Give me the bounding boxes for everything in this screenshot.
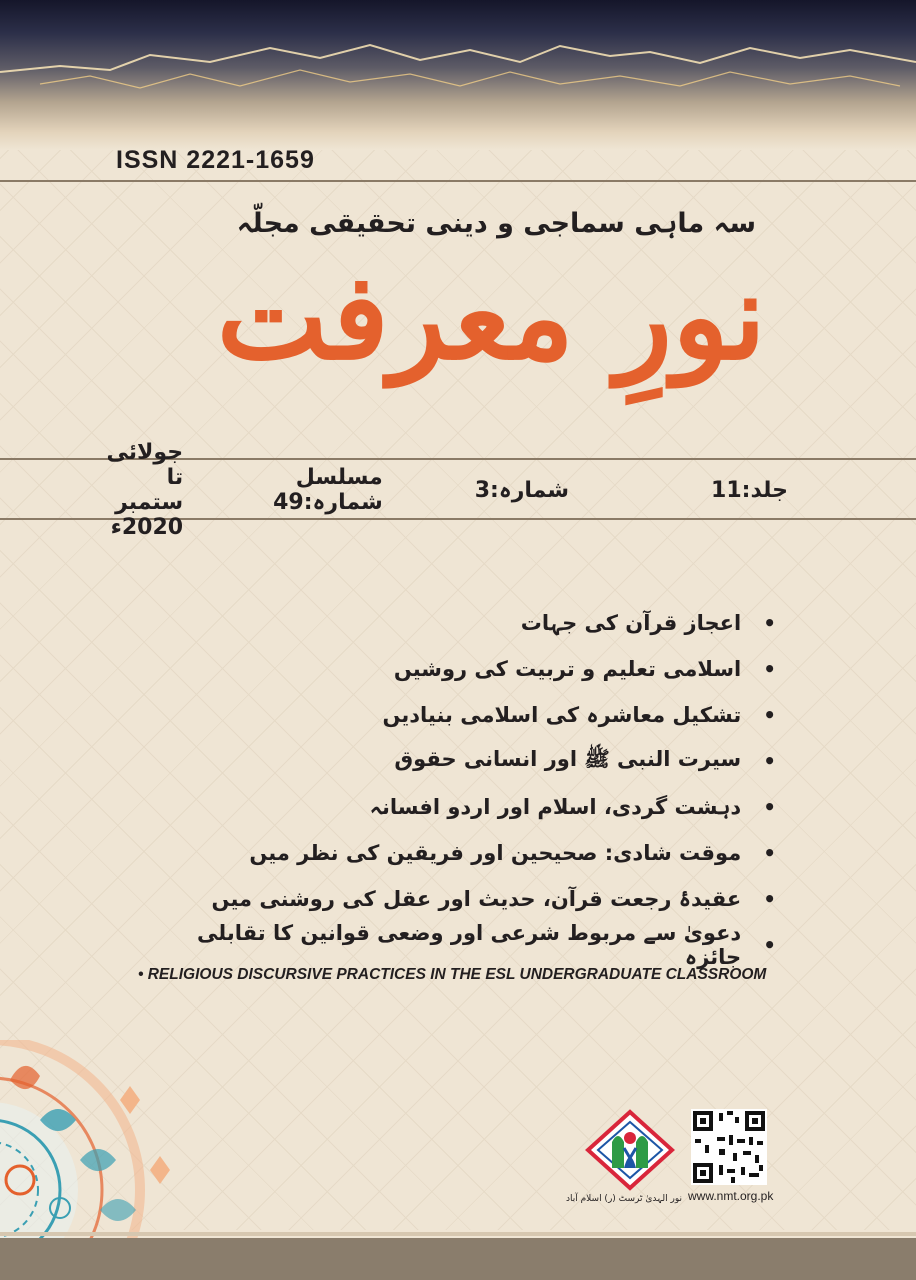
contents-list [136, 600, 776, 968]
footer-band [0, 1238, 916, 1280]
trust-logo-icon [584, 1108, 676, 1192]
volume-number: جلد:11 [711, 477, 788, 503]
website-url[interactable]: www.nmt.org.pk [688, 1189, 774, 1203]
article-title: اعجاز قرآن کی جہات [520, 611, 742, 635]
qr-code-icon[interactable] [691, 1109, 767, 1185]
publisher-name: نور الہدیٰ ٹرسٹ (ر) اسلام آباد [565, 1194, 683, 1204]
journal-title: نورِ معرفت [216, 247, 766, 386]
list-item [136, 738, 776, 784]
bullet-icon: • [763, 795, 776, 819]
bullet-icon: • [763, 657, 776, 681]
article-title: اسلامی تعلیم و تربیت کی روشیں [393, 657, 742, 681]
journal-tagline: سہ ماہی سماجی و دینی تحقیقی مجلّہ [236, 208, 756, 239]
bullet-icon: • [763, 749, 776, 773]
list-item [136, 830, 776, 876]
lightning-sky-icon [0, 0, 916, 150]
list-item [136, 646, 776, 692]
article-title: عقیدۂ رجعت قرآن، حدیث اور عقل کی روشنی میں [211, 887, 742, 911]
bullet-icon: • [763, 933, 776, 957]
bullet-icon: • [763, 841, 776, 865]
list-item [136, 692, 776, 738]
top-divider [0, 180, 916, 182]
sky-header-band [0, 0, 916, 150]
bullet-icon: • [763, 887, 776, 911]
bullet-icon: • [763, 611, 776, 635]
article-title: دعویٰ سے مربوط شرعی اور وضعی قوانین کا تقابلی جائزہ [197, 921, 742, 969]
issue-period: جولائی تا ستمبر 2020ء [106, 440, 184, 540]
article-title: موقت شادی: صحیحین اور فریقین کی نظر میں [249, 841, 742, 865]
english-article-title: • RELIGIOUS DISCURSIVE PRACTICES IN THE ESL UNDERGRADUATE CLASSROOM [138, 966, 767, 983]
issn-number: ISSN 2221-1659 [116, 146, 315, 174]
bullet-icon: • [763, 703, 776, 727]
list-item [136, 876, 776, 922]
article-title: دہشت گردی، اسلام اور اردو افسانہ [369, 795, 742, 819]
footer-accent [0, 1232, 916, 1236]
list-item [136, 922, 776, 968]
arabesque-ornament-icon [0, 1040, 200, 1238]
issue-info [100, 440, 788, 540]
article-title: تشکیل معاشرہ کی اسلامی بنیادیں [382, 703, 742, 727]
list-item [136, 784, 776, 830]
list-item [136, 600, 776, 646]
article-title: سیرت النبی ﷺ اور انسانی حقوق [394, 746, 742, 771]
serial-number: مسلسل شمارہ:49 [273, 465, 383, 515]
issue-number: شمارہ:3 [474, 477, 570, 503]
